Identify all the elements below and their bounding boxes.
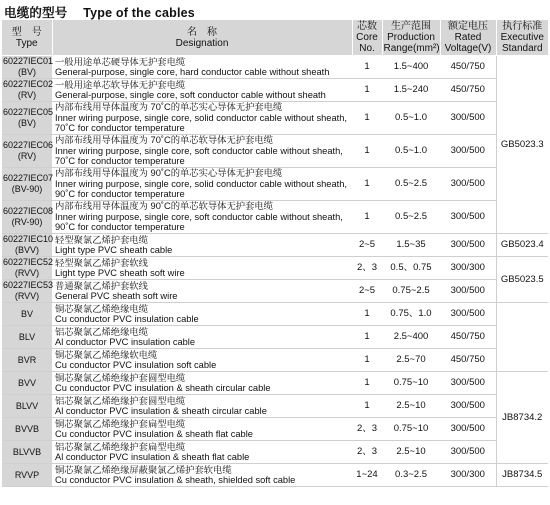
voltage-cell: 300/500 (440, 234, 496, 257)
core-cell: 1 (352, 56, 382, 79)
range-cell: 1.5~400 (382, 56, 440, 79)
core-cell: 2~5 (352, 280, 382, 303)
designation-cell: 铝芯聚氯乙烯绝缘电缆 Al conductor PVC insulation cable (52, 326, 352, 349)
designation-cell: 一般用途单芯硬导体无护套电缆 General-purpose, single core, hard conductor cable without sheath (52, 56, 352, 79)
table-row (2, 102, 548, 135)
designation-cell: 内部布线用导体温度为 90˚C的单芯软导体无护套电缆 Inner wiring purpose, single core, soft conductor cable without sheath, 90˚C for conductor temperature (52, 201, 352, 234)
core-cell: 1~24 (352, 464, 382, 487)
header-designation: 名 称 Designation (52, 20, 352, 56)
table-row (2, 395, 548, 418)
voltage-cell: 450/750 (440, 56, 496, 79)
voltage-cell: 300/500 (440, 102, 496, 135)
voltage-cell: 300/300 (440, 464, 496, 487)
header-production-range: 生产范围 Production Range(mm²) (383, 21, 440, 54)
range-cell: 0.5~1.0 (382, 102, 440, 135)
type-cell: BLVV (2, 395, 52, 418)
core-cell: 2~5 (352, 234, 382, 257)
standard-cell: JB8734.2 (496, 372, 548, 464)
type-cell: BLVVB (2, 441, 52, 464)
type-cell: 60227IEC07 (BV-90) (2, 168, 52, 201)
voltage-cell: 300/500 (440, 372, 496, 395)
table-body (2, 56, 548, 487)
table-row (2, 464, 548, 487)
type-cell: 60227IEC05 (BV) (2, 102, 52, 135)
range-cell: 2.5~10 (382, 395, 440, 418)
standard-cell: GB5023.4 (496, 234, 548, 257)
header-core-no: 芯数 Core No. (352, 20, 382, 56)
designation-cell: 内部布线用导体温度为 70˚C的单芯软导体无护套电缆 Inner wiring purpose, single core, soft conductor cable without sheath, 70˚C for conductor temperature (52, 135, 352, 168)
table-row (2, 79, 548, 102)
table-row (2, 280, 548, 303)
type-cell: BVV (2, 372, 52, 395)
voltage-cell: 300/500 (440, 280, 496, 303)
voltage-cell: 450/750 (440, 349, 496, 372)
designation-cell: 铜芯聚氯乙烯绝缘护套圆型电缆 Cu conductor PVC insulation & sheath circular cable (52, 372, 352, 395)
range-cell: 2.5~400 (382, 326, 440, 349)
voltage-cell: 300/500 (440, 303, 496, 326)
title-en: Type of the cables (83, 6, 195, 20)
table-row (2, 303, 548, 326)
designation-cell: 铜芯聚氯乙烯绝缘护套扁型电缆 Cu conductor PVC insulation & sheath flat cable (52, 418, 352, 441)
standard-cell (496, 303, 548, 372)
designation-cell: 铜芯聚氯乙烯绝缘电缆 Cu conductor PVC insulation cable (52, 303, 352, 326)
designation-cell: 内部布线用导体温度为 70˚C的单芯实心导体无护套电缆 Inner wiring purpose, single core, solid conductor cable without sheath, 70˚C for conductor temperature (52, 102, 352, 135)
type-cell: 60227IEC01 (BV) (3, 56, 54, 77)
core-cell: 1 (352, 303, 382, 326)
cable-table (2, 20, 548, 487)
voltage-cell: 300/500 (440, 201, 496, 234)
designation-cell: 轻型聚氯乙烯护套软线 Light type PVC sheath soft wire (52, 257, 352, 280)
table-row (2, 168, 548, 201)
table-row (2, 201, 548, 234)
table-row (2, 418, 548, 441)
type-cell: 60227IEC52 (RVV) (3, 257, 54, 278)
range-cell: 0.75~2.5 (382, 280, 440, 303)
designation-cell: 轻型聚氯乙烯护套电缆 Light type PVC sheath cable (52, 234, 352, 257)
core-cell: 1 (352, 135, 382, 168)
core-cell: 1 (352, 326, 382, 349)
type-cell: 60227IEC53 (RVV) (3, 280, 54, 301)
type-cell: 60227IEC02 (RV) (3, 79, 54, 100)
voltage-cell: 450/750 (440, 326, 496, 349)
core-cell: 2、3 (352, 257, 382, 280)
type-cell: 60227IEC08 (RV-90) (2, 201, 52, 234)
type-cell: 60227IEC06 (RV) (2, 135, 52, 168)
range-cell: 2.5~70 (382, 349, 440, 372)
table-row (2, 326, 548, 349)
header-executive-standard: 执行标准 Executive Standard (496, 20, 548, 56)
range-cell: 0.5、0.75 (382, 257, 440, 280)
standard-cell: GB5023.5 (496, 257, 548, 303)
range-cell: 0.75~10 (382, 418, 440, 441)
header-rated-voltage: 额定电压 Rated Voltage(V) (440, 20, 496, 56)
designation-cell: 一般用途单芯软导体无护套电缆 General-purpose, single core, soft conductor cable without sheath (52, 79, 352, 102)
range-cell: 1.5~240 (382, 79, 440, 102)
designation-cell: 内部布线用导体温度为 90˚C的单芯实心导体无护套电缆 Inner wiring purpose, single core, solid conductor cable without sheath, 90˚C for conductor temperature (52, 168, 352, 201)
core-cell: 1 (352, 79, 382, 102)
range-cell: 2.5~10 (382, 441, 440, 464)
range-cell: 0.5~2.5 (382, 201, 440, 234)
voltage-cell: 300/500 (440, 168, 496, 201)
voltage-cell: 300/500 (440, 395, 496, 418)
table-row (2, 135, 548, 168)
table-row (2, 349, 548, 372)
standard-cell: GB5023.3 (496, 56, 548, 234)
table-row (2, 234, 548, 257)
header-type: 型 号 Type (2, 20, 52, 56)
core-cell: 1 (352, 168, 382, 201)
range-cell: 0.3~2.5 (382, 464, 440, 487)
type-cell: BVVB (2, 418, 52, 441)
designation-cell: 铜芯聚氯乙烯绝缘软电缆 Cu conductor PVC insulation soft cable (52, 349, 352, 372)
type-cell: 60227IEC10 (BVV) (3, 234, 54, 255)
voltage-cell: 300/500 (440, 418, 496, 441)
standard-cell: JB8734.5 (496, 464, 548, 487)
voltage-cell: 300/500 (440, 441, 496, 464)
type-cell: RVVP (2, 464, 52, 487)
range-cell: 0.5~1.0 (382, 135, 440, 168)
core-cell: 1 (352, 102, 382, 135)
designation-cell: 铝芯聚氯乙烯绝缘护套圆型电缆 Al conductor PVC insulation & sheath circular cable (52, 395, 352, 418)
voltage-cell: 450/750 (440, 79, 496, 102)
header-row (2, 20, 548, 56)
table-row (2, 257, 548, 280)
designation-cell: 铝芯聚氯乙烯绝缘护套扁型电缆 Al conductor PVC insulation & sheath flat cable (52, 441, 352, 464)
type-cell: BVR (2, 349, 52, 372)
range-cell: 0.5~2.5 (382, 168, 440, 201)
type-cell: BV (2, 303, 52, 326)
voltage-cell: 300/500 (440, 135, 496, 168)
core-cell: 2、3 (352, 418, 382, 441)
table-row (2, 441, 548, 464)
voltage-cell: 300/300 (440, 257, 496, 280)
designation-cell: 铜芯聚氯乙烯绝缘屏蔽聚氯乙烯护套软电缆 Cu conductor PVC insulation & sheath, shielded soft cable (52, 464, 352, 487)
table-row (2, 372, 548, 395)
core-cell: 1 (352, 395, 382, 418)
core-cell: 1 (352, 372, 382, 395)
range-cell: 0.75~10 (382, 372, 440, 395)
page-title (4, 3, 195, 21)
core-cell: 1 (352, 201, 382, 234)
core-cell: 2、3 (352, 441, 382, 464)
table-row (2, 56, 548, 79)
title-cn: 电缆的型号 (4, 6, 68, 20)
designation-cell: 普通聚氯乙烯护套软线 General PVC sheath soft wire (52, 280, 352, 303)
range-cell: 1.5~35 (382, 234, 440, 257)
type-cell: BLV (2, 326, 52, 349)
range-cell: 0.75、1.0 (382, 303, 440, 326)
core-cell: 1 (352, 349, 382, 372)
